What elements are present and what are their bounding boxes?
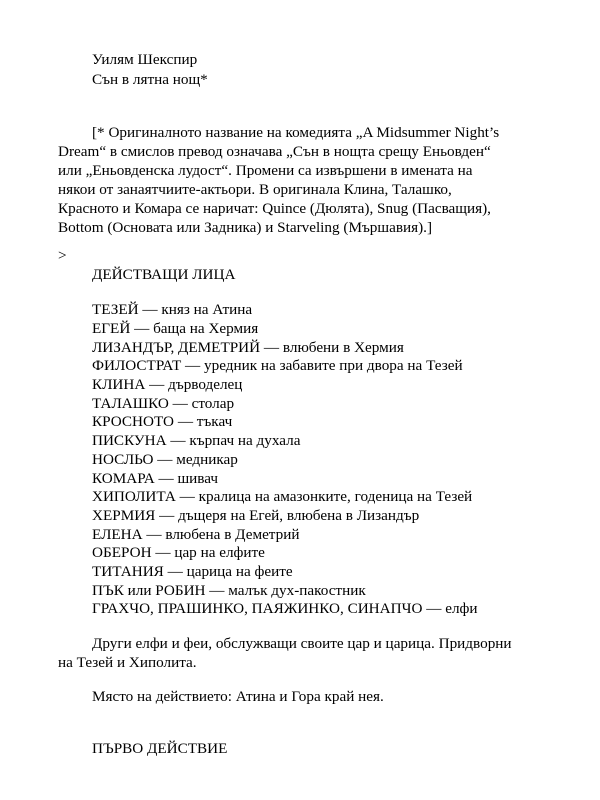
- cast-entry: ФИЛОСТРАТ — уредник на забавите при двора на Тезей: [92, 357, 463, 374]
- cast-entry: ПЪК или РОБИН — малък дух-пакостник: [92, 582, 366, 599]
- cast-entry: ХИПОЛИТА — кралица на амазонките, годеница на Тезей: [92, 488, 473, 505]
- note-line: някои от занаятчиите-актьори. В оригинала Клина, Талашко,: [58, 181, 452, 198]
- note-line: Bottom (Основата или Задника) и Starveling (Мършавия).]: [58, 219, 433, 236]
- cast-entry: ПИСКУНА — кърпач на духала: [92, 432, 301, 449]
- cast-entry: ТЕЗЕЙ — княз на Атина: [92, 301, 253, 318]
- cast-entry: ЕЛЕНА — влюбена в Деметрий: [92, 526, 300, 543]
- cast-heading: ДЕЙСТВАЩИ ЛИЦА: [92, 266, 236, 283]
- act-heading: ПЪРВО ДЕЙСТВИЕ: [92, 740, 228, 757]
- setting-line: Място на действието: Атина и Гора край нея.: [92, 688, 384, 705]
- other-characters: Други елфи и феи, обслужващи своите цар и царица. Придворни: [92, 635, 512, 652]
- cast-entry: ТАЛАШКО — столар: [92, 395, 235, 412]
- cast-entry: НОСЛЬО — медникар: [92, 451, 238, 468]
- note-line: Красното и Комара се наричат: Quince (Дюлята), Snug (Пасващия),: [58, 200, 491, 217]
- note-line: или „Еньовденска лудост“. Промени са извършени в имената на: [58, 162, 473, 179]
- play-title: Сън в лятна нощ*: [92, 71, 208, 88]
- cast-entry: КОМАРА — шивач: [92, 470, 219, 487]
- quote-marker: >: [58, 247, 67, 264]
- other-characters-cont: на Тезей и Хиполита.: [58, 654, 197, 671]
- note-line: [* Оригиналното название на комедията „A Midsummer Night’s: [92, 124, 500, 141]
- cast-entry: ОБЕРОН — цар на елфите: [92, 544, 265, 561]
- cast-entry: ТИТАНИЯ — царица на феите: [92, 563, 293, 580]
- note-line: Dream“ в смислов превод означава „Сън в нощта срещу Еньовден“: [58, 143, 491, 160]
- cast-entry: ЛИЗАНДЪР, ДЕМЕТРИЙ — влюбени в Хермия: [92, 339, 404, 356]
- cast-entry: ЕГЕЙ — баща на Хермия: [92, 320, 259, 337]
- author-name: Уилям Шекспир: [92, 51, 198, 68]
- cast-entry: ГРАХЧО, ПРАШИНКО, ПАЯЖИНКО, СИНАПЧО — елфи: [92, 600, 478, 617]
- cast-entry: КРОСНОТО — тъкач: [92, 413, 233, 430]
- cast-entry: ХЕРМИЯ — дъщеря на Егей, влюбена в Лизандър: [92, 507, 420, 524]
- cast-entry: КЛИНА — дърводелец: [92, 376, 243, 393]
